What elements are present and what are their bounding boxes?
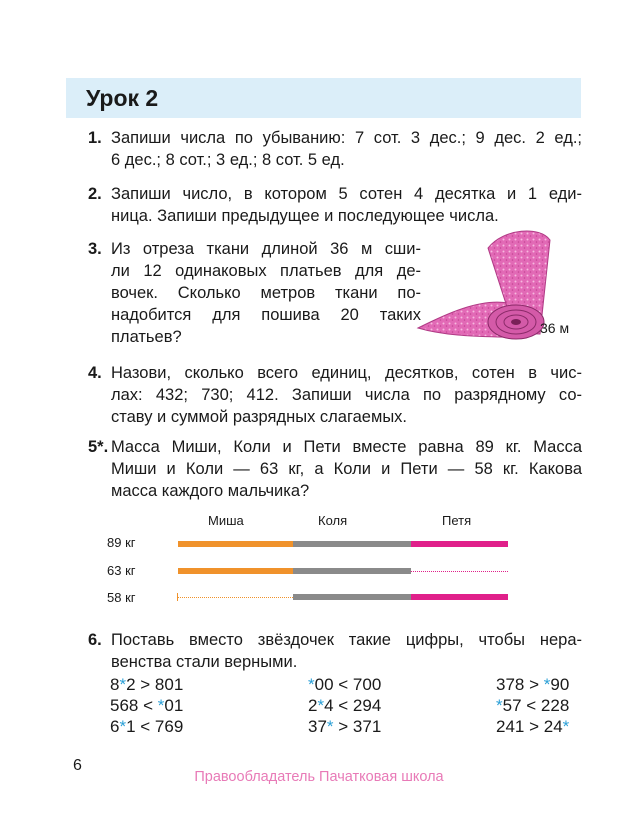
name-kolya: Коля bbox=[318, 513, 348, 528]
task-number: 2. bbox=[88, 185, 102, 203]
footer-copyright: Правообладатель Пачатковая школа bbox=[194, 769, 444, 785]
task-text-line: Поставь вместо звёздочек такие цифры, чтобы нера- bbox=[111, 631, 582, 649]
task-text-line: 6 дес.; 8 сот.; 3 ед.; 8 сот. 5 ед. bbox=[111, 151, 345, 169]
task-text-line: венства стали верными. bbox=[111, 653, 298, 671]
page-number: 6 bbox=[73, 757, 82, 774]
task-number: 1. bbox=[88, 129, 102, 147]
segment-misha-placeholder bbox=[178, 597, 293, 598]
task-number: 4. bbox=[88, 364, 102, 382]
task-text-line: Из отреза ткани длиной 36 м сши- bbox=[111, 240, 421, 258]
task-number: 6. bbox=[88, 631, 102, 649]
segment-misha-start-tick bbox=[177, 593, 178, 601]
task-number: 5*. bbox=[88, 438, 109, 456]
inequality: 568 < *01 bbox=[110, 696, 184, 715]
task-text-line: Запиши число, в котором 5 сотен 4 десятка и 1 еди- bbox=[111, 185, 582, 203]
task-text-line: масса каждого мальчика? bbox=[111, 482, 310, 500]
row-label-63: 63 кг bbox=[107, 563, 136, 578]
task-text-line: Миши и Коли — 63 кг, а Коли и Пети — 58 кг. Какова bbox=[111, 460, 582, 478]
task-text-line: лах: 432; 730; 412. Запиши числа по разрядному со- bbox=[111, 386, 582, 404]
segment-misha bbox=[178, 541, 293, 547]
task-text-line: ница. Запиши предыдущее и последующее числа. bbox=[111, 207, 499, 225]
segment-kolya bbox=[293, 541, 411, 547]
segment-misha bbox=[178, 568, 293, 574]
lesson-title: Урок 2 bbox=[86, 85, 159, 111]
inequality: 37* > 371 bbox=[308, 717, 382, 736]
task-text-line: Запиши числа по убыванию: 7 сот. 3 дес.; 9 дес. 2 ед.; bbox=[111, 129, 582, 147]
task-text-line: Масса Миши, Коли и Пети вместе равна 89 кг. Масса bbox=[111, 438, 582, 456]
task-text-line: ставу и суммой разрядных слагаемых. bbox=[111, 408, 408, 426]
segment-petya bbox=[411, 541, 508, 547]
inequality: *57 < 228 bbox=[496, 696, 570, 715]
inequality: 8*2 > 801 bbox=[110, 675, 184, 694]
task-text-line: надобится для пошива 20 таких bbox=[111, 306, 421, 324]
inequality: *00 < 700 bbox=[308, 675, 382, 694]
inequality: 378 > *90 bbox=[496, 675, 570, 694]
segment-kolya bbox=[293, 594, 411, 600]
lesson-header bbox=[66, 78, 581, 118]
row-label-58: 58 кг bbox=[107, 590, 136, 605]
name-misha: Миша bbox=[208, 513, 244, 528]
task-number: 3. bbox=[88, 240, 102, 258]
inequality: 2*4 < 294 bbox=[308, 696, 382, 715]
name-petya: Петя bbox=[442, 513, 472, 528]
inequality: 241 > 24* bbox=[496, 717, 570, 736]
fabric-length-label: 36 м bbox=[540, 320, 570, 336]
segment-kolya bbox=[293, 568, 411, 574]
segment-petya bbox=[411, 594, 508, 600]
task-text-line: вочек. Сколько метров ткани по- bbox=[111, 284, 421, 302]
inequality: 6*1 < 769 bbox=[110, 717, 184, 736]
segment-petya-placeholder bbox=[411, 571, 508, 572]
row-label-89: 89 кг bbox=[107, 535, 136, 550]
task-text-line: платьев? bbox=[111, 328, 182, 346]
task-text-line: ли 12 одинаковых платьев для де- bbox=[111, 262, 421, 280]
task-text-line: Назови, сколько всего единиц, десятков, сотен в чис- bbox=[111, 364, 582, 382]
